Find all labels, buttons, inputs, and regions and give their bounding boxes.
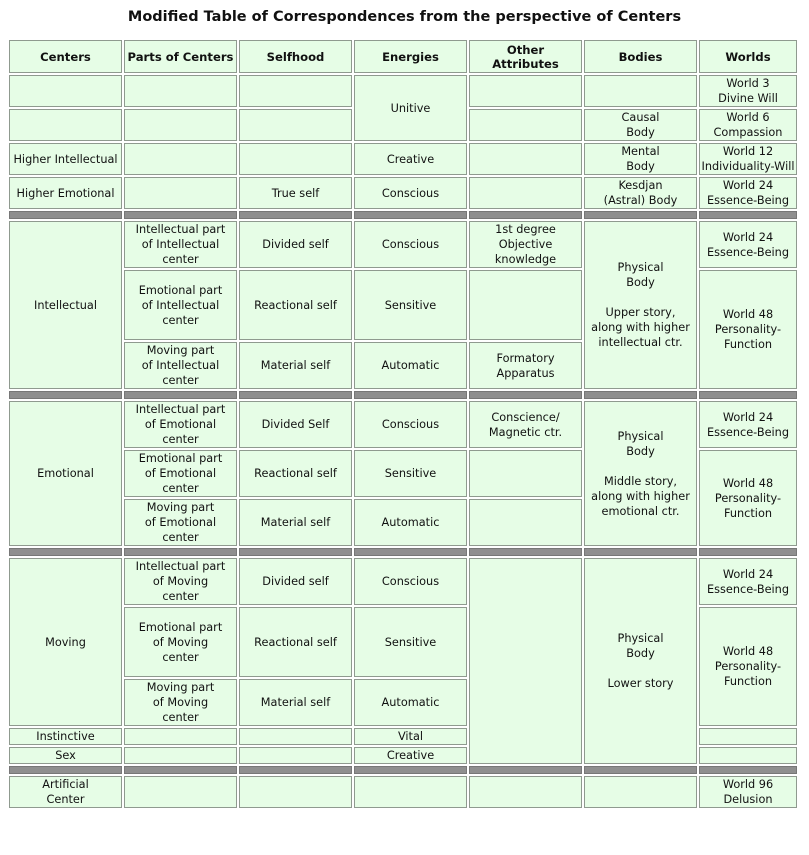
selfhood-cell: Divided self <box>239 221 352 268</box>
part-cell: Intellectual part of Intellectual center <box>124 221 237 268</box>
cell <box>124 747 237 764</box>
table-row <box>9 75 797 107</box>
attribute-cell: 1st degree Objective knowledge <box>469 221 582 268</box>
cell <box>469 109 582 141</box>
cell <box>469 75 582 107</box>
world-cell: World 48 Personality- Function <box>699 607 797 726</box>
cell <box>469 143 582 175</box>
cell <box>354 776 467 808</box>
world-cell: World 24 Essence-Being <box>699 401 797 448</box>
table-row <box>9 177 797 209</box>
correspondence-table <box>7 38 799 810</box>
cell <box>124 776 237 808</box>
cell <box>584 75 697 107</box>
body-cell: Physical Body Lower story <box>584 558 697 764</box>
world-cell: World 24 Essence-Being <box>699 177 797 209</box>
cell <box>469 270 582 340</box>
cell <box>9 109 122 141</box>
cell <box>239 143 352 175</box>
section-divider <box>9 548 797 556</box>
header-other-attributes: Other Attributes <box>469 40 582 73</box>
center-cell: Higher Emotional <box>9 177 122 209</box>
cell <box>469 177 582 209</box>
part-cell: Emotional part of Emotional center <box>124 450 237 497</box>
header-worlds: Worlds <box>699 40 797 73</box>
world-cell: World 6 Compassion <box>699 109 797 141</box>
body-cell: Mental Body <box>584 143 697 175</box>
selfhood-cell: Divided self <box>239 558 352 605</box>
cell <box>239 728 352 745</box>
energy-cell: Automatic <box>354 679 467 726</box>
center-cell: Higher Intellectual <box>9 143 122 175</box>
energy-cell: Creative <box>354 747 467 764</box>
world-cell: World 24 Essence-Being <box>699 558 797 605</box>
header-selfhood: Selfhood <box>239 40 352 73</box>
body-cell: Kesdjan (Astral) Body <box>584 177 697 209</box>
center-cell: Emotional <box>9 401 122 546</box>
part-cell: Moving part of Intellectual center <box>124 342 237 389</box>
table-row <box>9 143 797 175</box>
center-cell: Intellectual <box>9 221 122 389</box>
energy-cell: Automatic <box>354 342 467 389</box>
selfhood-cell: Reactional self <box>239 450 352 497</box>
table-row <box>9 401 797 448</box>
part-cell: Emotional part of Moving center <box>124 607 237 677</box>
table-row <box>9 558 797 605</box>
cell <box>469 499 582 546</box>
world-cell: World 48 Personality- Function <box>699 270 797 389</box>
energy-cell: Sensitive <box>354 607 467 677</box>
energy-cell: Conscious <box>354 558 467 605</box>
cell <box>239 776 352 808</box>
energy-cell: Conscious <box>354 177 467 209</box>
header-energies: Energies <box>354 40 467 73</box>
energy-cell: Vital <box>354 728 467 745</box>
part-cell: Emotional part of Intellectual center <box>124 270 237 340</box>
world-cell: World 24 Essence-Being <box>699 221 797 268</box>
cell <box>124 728 237 745</box>
body-cell: Physical Body Middle story, along with higher emotional ctr. <box>584 401 697 546</box>
body-cell: Causal Body <box>584 109 697 141</box>
cell <box>124 143 237 175</box>
cell <box>469 776 582 808</box>
attribute-cell: Formatory Apparatus <box>469 342 582 389</box>
selfhood-cell: Reactional self <box>239 607 352 677</box>
world-cell: World 96 Delusion <box>699 776 797 808</box>
energy-cell: Sensitive <box>354 270 467 340</box>
part-cell: Moving part of Moving center <box>124 679 237 726</box>
part-cell: Moving part of Emotional center <box>124 499 237 546</box>
center-cell: Moving <box>9 558 122 726</box>
selfhood-cell: Material self <box>239 679 352 726</box>
cell <box>9 75 122 107</box>
table-row <box>9 221 797 268</box>
energy-cell: Automatic <box>354 499 467 546</box>
header-bodies: Bodies <box>584 40 697 73</box>
energy-cell: Creative <box>354 143 467 175</box>
energy-cell: Conscious <box>354 221 467 268</box>
center-cell: Artificial Center <box>9 776 122 808</box>
cell <box>469 450 582 497</box>
cell <box>239 747 352 764</box>
world-cell: World 3 Divine Will <box>699 75 797 107</box>
selfhood-cell: Material self <box>239 499 352 546</box>
attribute-cell: Conscience/ Magnetic ctr. <box>469 401 582 448</box>
world-cell: World 48 Personality- Function <box>699 450 797 546</box>
selfhood-cell: Material self <box>239 342 352 389</box>
selfhood-cell: Divided Self <box>239 401 352 448</box>
body-cell: Physical Body Upper story, along with higher intellectual ctr. <box>584 221 697 389</box>
cell <box>469 558 582 764</box>
cell <box>239 75 352 107</box>
section-divider <box>9 211 797 219</box>
cell <box>584 776 697 808</box>
center-cell: Instinctive <box>9 728 122 745</box>
cell <box>124 109 237 141</box>
section-divider <box>9 766 797 774</box>
energy-cell: Unitive <box>354 75 467 141</box>
part-cell: Intellectual part of Moving center <box>124 558 237 605</box>
energy-cell: Conscious <box>354 401 467 448</box>
header-row <box>9 40 797 73</box>
cell <box>699 728 797 745</box>
section-divider <box>9 391 797 399</box>
world-cell: World 12 Individuality-Will <box>699 143 797 175</box>
cell <box>699 747 797 764</box>
energy-cell: Sensitive <box>354 450 467 497</box>
cell <box>239 109 352 141</box>
table-row <box>9 776 797 808</box>
cell <box>124 177 237 209</box>
selfhood-cell: Reactional self <box>239 270 352 340</box>
header-centers: Centers <box>9 40 122 73</box>
part-cell: Intellectual part of Emotional center <box>124 401 237 448</box>
cell <box>124 75 237 107</box>
header-parts-of-centers: Parts of Centers <box>124 40 237 73</box>
page-title: Modified Table of Correspondences from the perspective of Centers <box>127 9 682 25</box>
selfhood-cell: True self <box>239 177 352 209</box>
center-cell: Sex <box>9 747 122 764</box>
